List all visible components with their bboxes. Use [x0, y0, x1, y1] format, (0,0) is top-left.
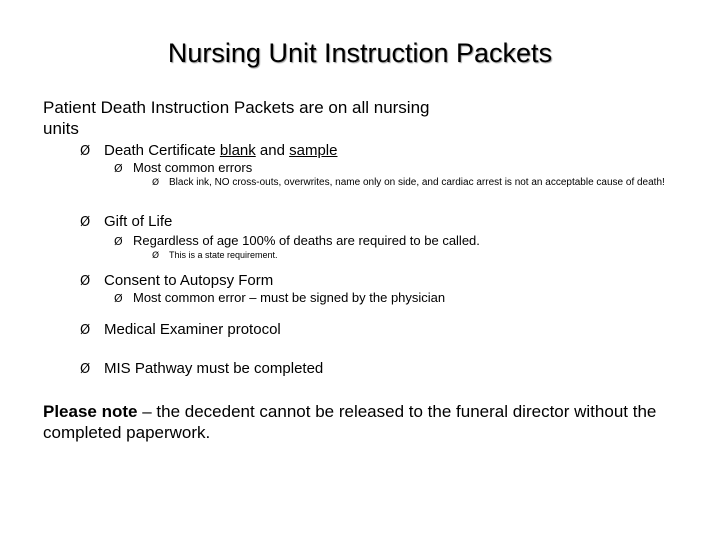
gift-of-life-label: Gift of Life [104, 213, 173, 230]
arrow-bullet-icon: Ø [152, 178, 160, 188]
arrow-bullet-icon: Ø [114, 162, 123, 175]
slide-title: Nursing Unit Instruction Packets [167, 38, 553, 68]
most-common-errors-text: Most common errors [133, 160, 253, 175]
bullet-most-common-errors [114, 160, 252, 177]
bullet-medical-examiner [80, 321, 281, 340]
note-body-text: – the decedent cannot be released to the funeral director without the completed paperwork. [43, 402, 657, 442]
arrow-bullet-icon: Ø [80, 362, 91, 377]
closing-note [43, 401, 663, 443]
arrow-bullet-icon: Ø [152, 251, 160, 261]
sample-link[interactable]: sample [289, 142, 338, 159]
death-certificate-middle: and [255, 142, 290, 159]
consent-to-autopsy-label: Consent to Autopsy Form [104, 272, 274, 289]
arrow-bullet-icon: Ø [80, 323, 91, 338]
physician-signature-text: Most common error – must be signed by the physician [133, 290, 446, 305]
bullet-consent-to-autopsy [80, 272, 273, 291]
bullet-state-requirement [152, 249, 278, 262]
regardless-of-age-text: Regardless of age 100% of deaths are required to be called. [133, 233, 480, 248]
state-requirement-text: This is a state requirement. [169, 250, 278, 260]
blank-link[interactable]: blank [219, 142, 256, 159]
bullet-death-certificate [80, 142, 337, 161]
arrow-bullet-icon: Ø [114, 235, 123, 248]
mis-pathway-label: MIS Pathway must be completed [104, 360, 324, 377]
bullet-regardless-of-age [114, 233, 480, 250]
arrow-bullet-icon: Ø [80, 144, 91, 159]
intro-text: Patient Death Instruction Packets are on all nursing units [43, 98, 430, 138]
medical-examiner-label: Medical Examiner protocol [104, 321, 281, 338]
arrow-bullet-icon: Ø [80, 215, 91, 230]
arrow-bullet-icon: Ø [114, 292, 123, 305]
arrow-bullet-icon: Ø [80, 274, 91, 289]
bullet-gift-of-life [80, 213, 172, 232]
bullet-mis-pathway [80, 360, 323, 379]
error-details-text: Black ink, NO cross-outs, overwrites, name only on side, and cardiac arrest is not an acceptable cause of death! [169, 177, 665, 188]
note-bold-label: Please note [43, 402, 138, 421]
bullet-error-details [152, 177, 689, 189]
death-certificate-prefix: Death Certificate [104, 142, 220, 159]
bullet-physician-signature [114, 290, 445, 307]
